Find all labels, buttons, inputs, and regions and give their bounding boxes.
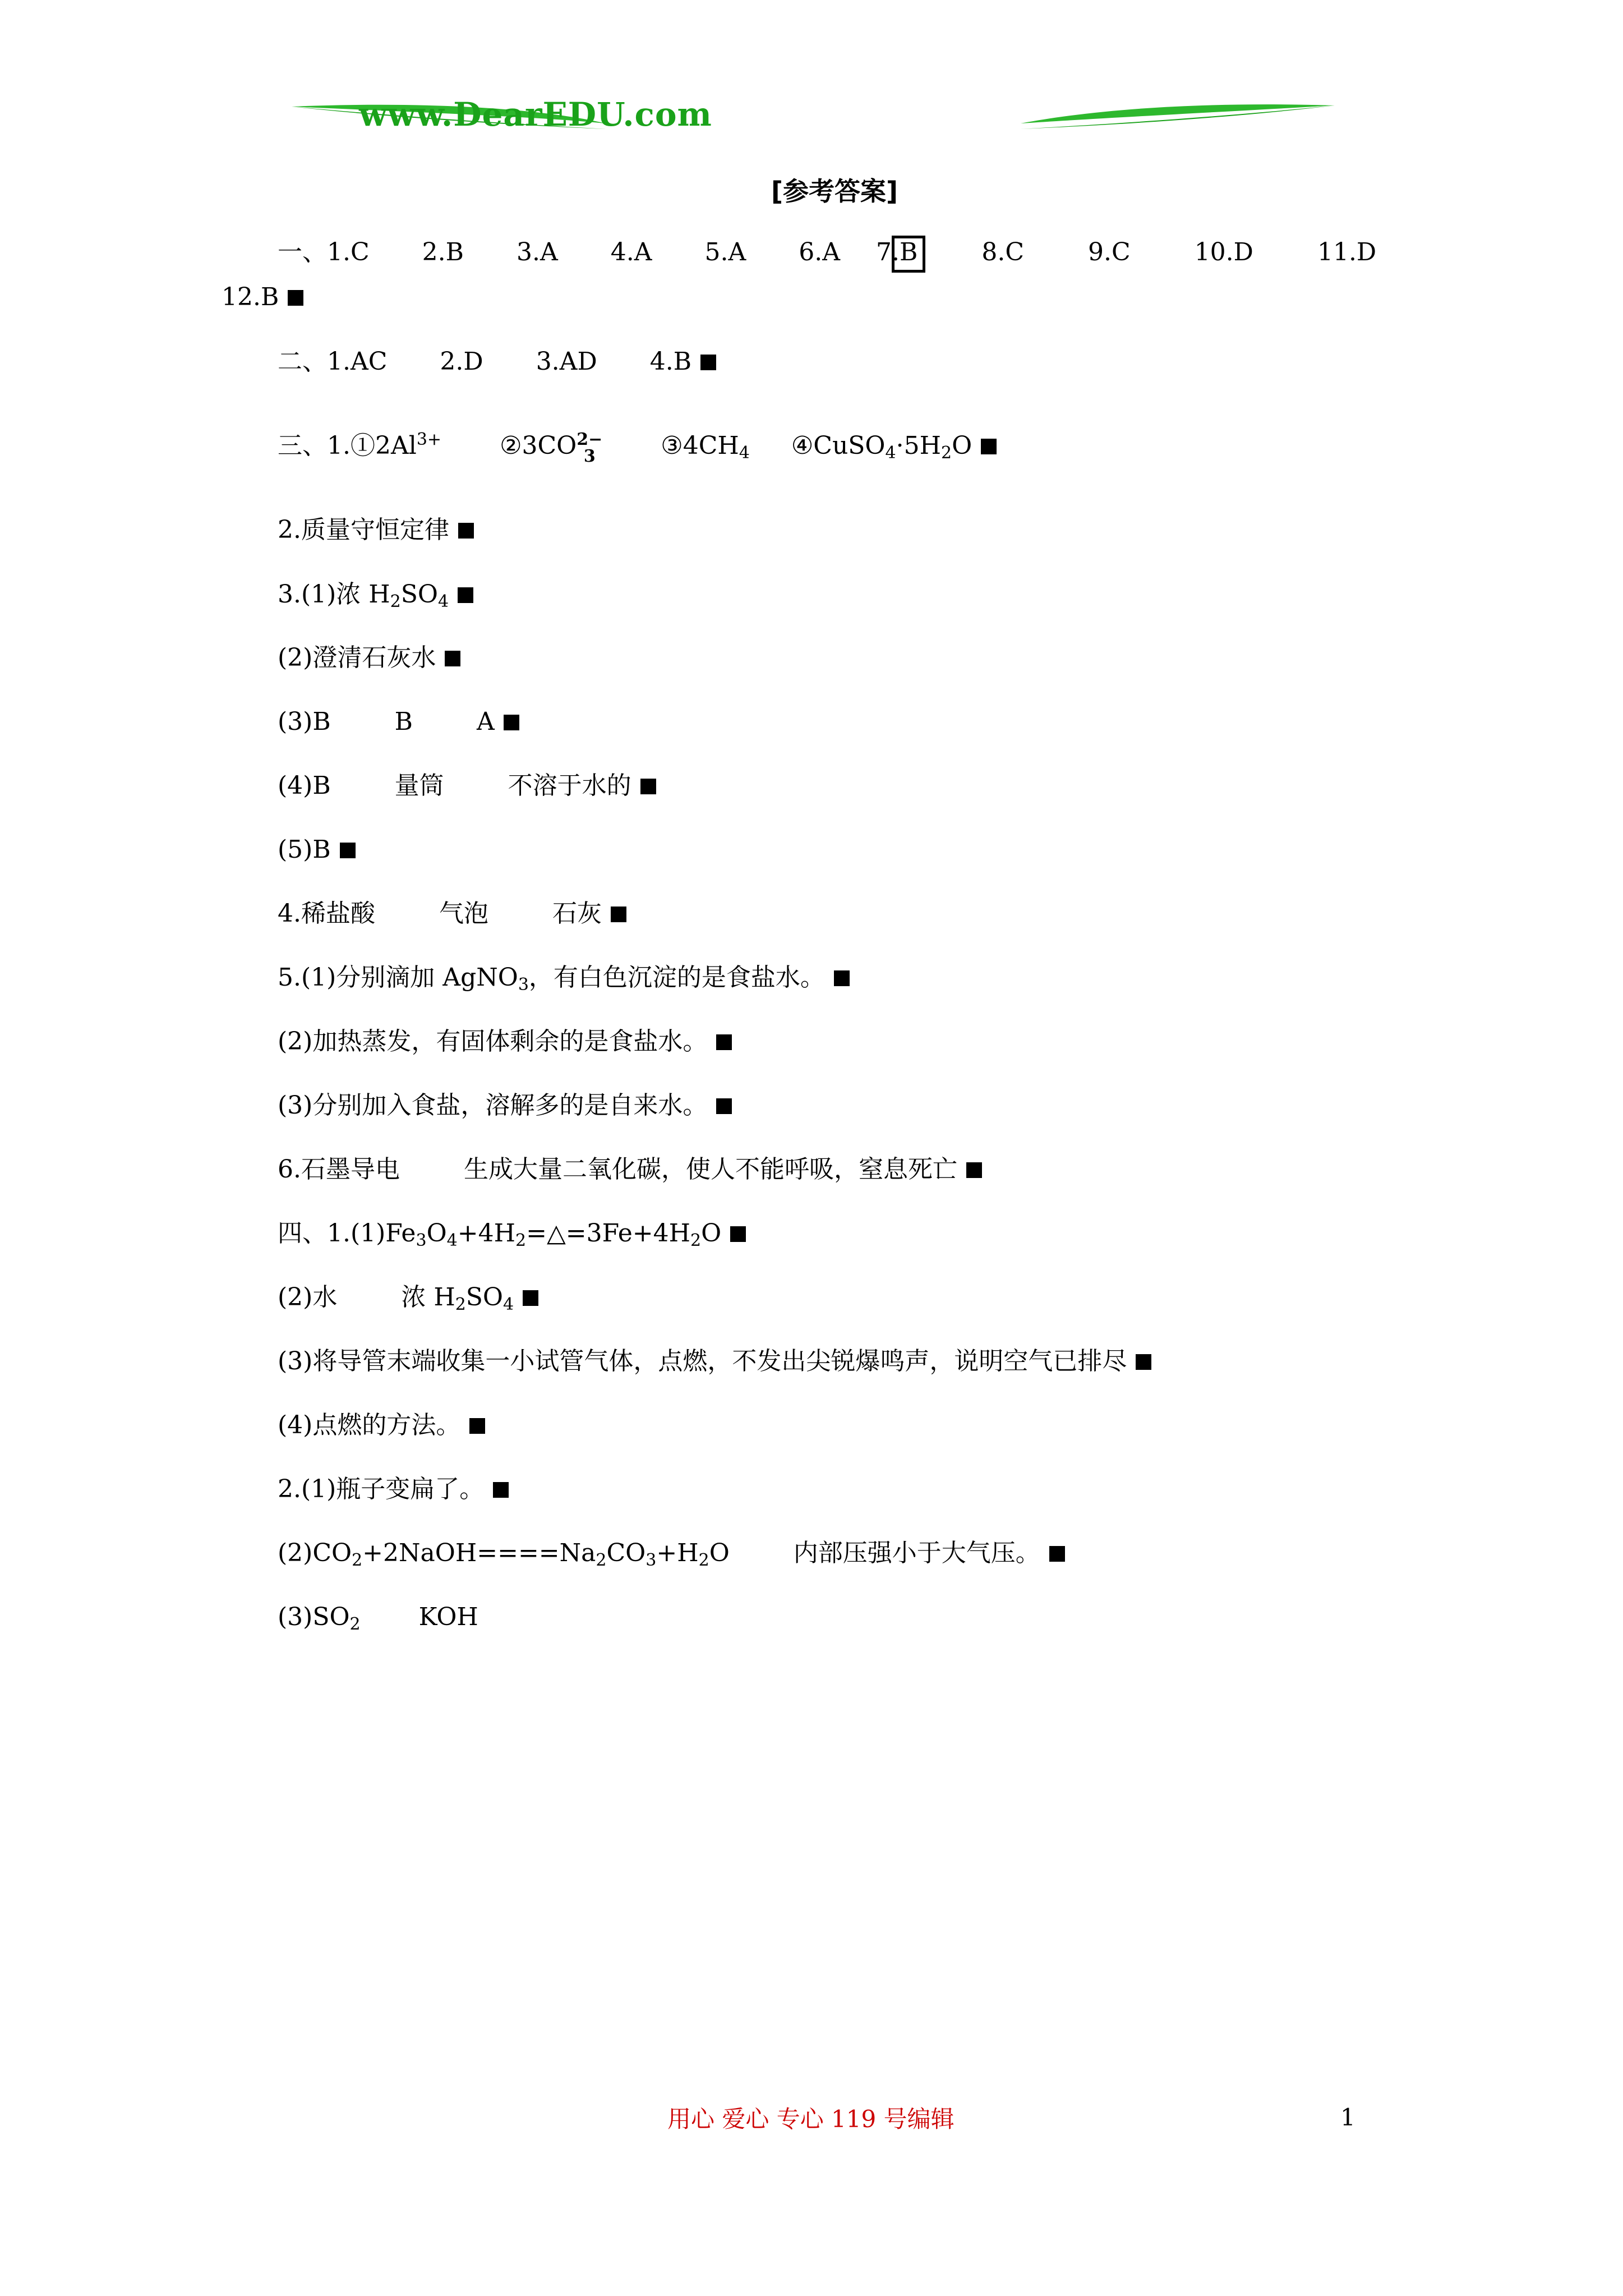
formula-text: ②3CO bbox=[500, 431, 577, 460]
end-mark-icon bbox=[716, 1098, 732, 1114]
formula-text: O bbox=[952, 431, 972, 460]
end-mark-icon bbox=[834, 970, 850, 986]
formula-sub: 3 bbox=[416, 1231, 427, 1250]
formula-text: +2NaOH====Na bbox=[362, 1539, 596, 1567]
section4-line1 bbox=[278, 1217, 746, 1250]
end-mark-icon bbox=[493, 1482, 509, 1498]
formula-sub: 2 bbox=[596, 1550, 607, 1570]
end-mark-icon bbox=[1136, 1354, 1151, 1370]
frac-top: 2− bbox=[577, 430, 603, 449]
frac-bottom: 3 bbox=[583, 447, 596, 466]
formula-sub: 3 bbox=[645, 1550, 657, 1570]
answer-text: 5.(1)分别滴加 AgNO bbox=[278, 963, 518, 992]
formula-sub: 2 bbox=[349, 1614, 361, 1634]
section3-line10 bbox=[278, 1025, 732, 1059]
answer-text: (3)将导管末端收集一小试管气体，点燃，不发出尖锐爆鸣声，说明空气已排尽 bbox=[278, 1347, 1127, 1375]
heat-condition-icon: △ bbox=[546, 1219, 566, 1248]
formula-text: +H bbox=[656, 1539, 699, 1567]
formula-text: CO bbox=[606, 1539, 646, 1567]
end-mark-icon bbox=[504, 715, 519, 730]
answer-text: (2)澄清石灰水 bbox=[278, 643, 436, 672]
formula-text: (2)CO bbox=[278, 1539, 352, 1567]
answer-text: SO bbox=[400, 580, 438, 609]
formula-text: O bbox=[426, 1219, 447, 1248]
answer-text: (2)水 bbox=[278, 1283, 338, 1312]
answer-item: 8.C bbox=[981, 238, 1025, 266]
section3-line11 bbox=[278, 1089, 732, 1122]
answer-item: 3.AD bbox=[536, 347, 597, 376]
formula-sup: 3+ bbox=[416, 430, 442, 449]
answer-text: 4.稀盐酸 bbox=[278, 899, 375, 928]
formula-sub: 2 bbox=[698, 1550, 709, 1570]
answer-text: 气泡 bbox=[439, 899, 488, 928]
section3-line6 bbox=[278, 769, 656, 803]
formula-sub: 2 bbox=[940, 443, 952, 463]
answer-text: 不溶于水的 bbox=[508, 771, 631, 800]
end-mark-icon bbox=[458, 587, 473, 603]
answer-text: 2.(1)瓶子变扁了。 bbox=[278, 1475, 485, 1503]
answer-item: 3.A bbox=[516, 238, 558, 266]
formula-text: +4H bbox=[457, 1219, 515, 1248]
section4-line5 bbox=[278, 1473, 509, 1506]
answer-text: 生成大量二氧化碳，使人不能呼吸，窒息死亡 bbox=[463, 1155, 957, 1184]
section1-line2 bbox=[222, 280, 303, 314]
answer-text: (4)点燃的方法。 bbox=[278, 1411, 461, 1439]
section4-line2 bbox=[278, 1281, 538, 1314]
formula-text: O bbox=[709, 1539, 730, 1567]
answer-item: 5.A bbox=[704, 238, 746, 266]
answer-text: 6.石墨导电 bbox=[278, 1155, 400, 1184]
answer-text: 3.(1)浓 H bbox=[278, 580, 390, 609]
answer-item: 11.D bbox=[1317, 238, 1377, 266]
section3-line12 bbox=[278, 1153, 982, 1186]
answer-text: 量筒 bbox=[394, 771, 444, 800]
formula-text: ④CuSO bbox=[791, 431, 886, 460]
end-mark-icon bbox=[966, 1162, 982, 1178]
end-mark-icon bbox=[469, 1418, 485, 1434]
formula-text: ③4CH bbox=[661, 431, 739, 460]
end-mark-icon bbox=[445, 651, 460, 666]
end-mark-icon bbox=[1049, 1546, 1065, 1562]
answer-text: 浓 H bbox=[401, 1283, 455, 1312]
formula-sub: 2 bbox=[455, 1295, 466, 1314]
page-title: [参考答案] bbox=[771, 176, 898, 206]
formula-sub: 3 bbox=[518, 975, 529, 995]
site-logo-text: www.DearEDU.com bbox=[359, 95, 712, 134]
answer-text: 内部压强小于大气压。 bbox=[793, 1539, 1040, 1567]
end-mark-icon bbox=[611, 907, 626, 922]
section3-line3 bbox=[278, 578, 473, 611]
answer-text: (4)B bbox=[278, 771, 331, 800]
section3-line9 bbox=[278, 961, 850, 995]
answer-text: (3)分别加入食盐，溶解多的是自来水。 bbox=[278, 1091, 708, 1120]
answer-item: 4.A bbox=[610, 238, 652, 266]
answer-text: ，有白色沉淀的是食盐水。 bbox=[528, 963, 825, 992]
answer-item: 2.D bbox=[440, 347, 483, 376]
answer-text: B bbox=[394, 707, 413, 736]
answer-text: 2.质量守恒定律 bbox=[278, 516, 449, 544]
answer-text: (5)B bbox=[278, 835, 331, 864]
end-mark-icon bbox=[716, 1034, 732, 1050]
formula-text: (3)SO bbox=[278, 1603, 350, 1631]
formula-sub: 2 bbox=[690, 1231, 702, 1250]
formula-sub: 2 bbox=[352, 1550, 363, 1570]
formula-text: 四、1.(1)Fe bbox=[278, 1219, 416, 1248]
answer-item: 一、1.C bbox=[278, 238, 370, 266]
section4-line6 bbox=[278, 1536, 1065, 1570]
end-mark-icon bbox=[340, 843, 356, 858]
formula-sub: 4 bbox=[503, 1295, 514, 1314]
edit-box-marker bbox=[892, 236, 925, 273]
end-mark-icon bbox=[700, 355, 716, 370]
formula-sub: 4 bbox=[885, 443, 896, 463]
answer-text: SO bbox=[465, 1283, 503, 1312]
answer-text: A bbox=[477, 707, 495, 736]
section4-line4 bbox=[278, 1409, 485, 1442]
formula-sub: 4 bbox=[446, 1231, 458, 1250]
answer-text: 石灰 bbox=[552, 899, 602, 928]
formula-sub: 4 bbox=[437, 592, 449, 611]
section3-line4 bbox=[278, 641, 460, 675]
formula-text: = bbox=[526, 1219, 547, 1248]
answer-item: 10.D bbox=[1194, 238, 1253, 266]
section4-line3 bbox=[278, 1345, 1151, 1378]
formula-text: 三、1.①2Al bbox=[278, 431, 417, 460]
section3-line2 bbox=[278, 513, 474, 547]
end-mark-icon bbox=[458, 523, 474, 539]
formula-text: =3Fe+4H bbox=[565, 1219, 691, 1248]
answer-item: 2.B bbox=[422, 238, 464, 266]
formula-text: ·5H bbox=[896, 431, 941, 460]
page-number: 1 bbox=[1340, 2104, 1355, 2131]
answer-item: 9.C bbox=[1088, 238, 1131, 266]
section1-line1 bbox=[278, 236, 1376, 269]
end-mark-icon bbox=[288, 290, 303, 306]
section3-line5 bbox=[278, 705, 519, 739]
formula-sub: 4 bbox=[739, 443, 750, 463]
end-mark-icon bbox=[730, 1226, 746, 1242]
answer-item: 4.B bbox=[649, 347, 692, 376]
section2-line bbox=[278, 345, 716, 379]
end-mark-icon bbox=[640, 779, 656, 794]
answer-item: 6.A bbox=[799, 238, 841, 266]
formula-text: KOH bbox=[418, 1603, 478, 1631]
formula-fraction bbox=[577, 431, 602, 465]
formula-text: O bbox=[701, 1219, 722, 1248]
answer-text: (3)B bbox=[278, 707, 331, 736]
answer-item: 12.B bbox=[222, 283, 279, 311]
end-mark-icon bbox=[981, 439, 997, 454]
formula-sub: 2 bbox=[390, 592, 401, 611]
section3-line1 bbox=[278, 429, 997, 465]
end-mark-icon bbox=[523, 1290, 538, 1306]
section4-line7 bbox=[278, 1600, 478, 1634]
answer-text: (2)加热蒸发，有固体剩余的是食盐水。 bbox=[278, 1027, 708, 1056]
section3-line8 bbox=[278, 897, 626, 931]
footer-text: 用心 爱心 专心 119 号编辑 bbox=[667, 2105, 955, 2133]
answer-item: 二、1.AC bbox=[278, 347, 388, 376]
formula-sub: 2 bbox=[515, 1231, 527, 1250]
answer-item: 7.B bbox=[876, 238, 918, 266]
section3-line7 bbox=[278, 833, 356, 867]
